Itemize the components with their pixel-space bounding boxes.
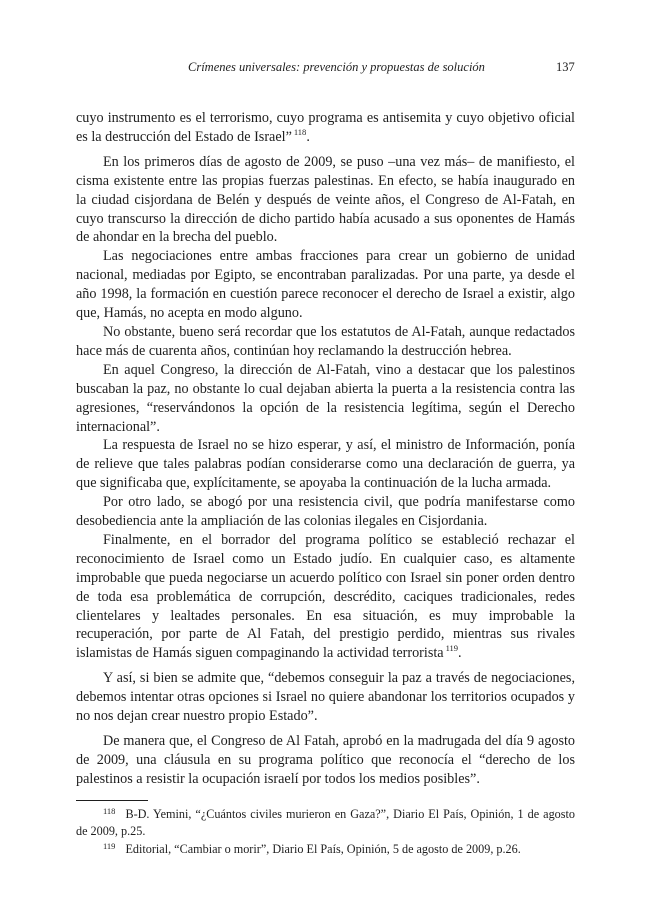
footnotes <box>76 806 575 860</box>
running-header <box>0 60 650 80</box>
paragraph: En los primeros días de agosto de 2009, se puso –una vez más– de manifiesto, el cisma existente entre las propias fuerzas palestinas. En efecto, se había inaugurado en la ciudad cisjordana de Belén y después de veinte años, el Congreso de Al-Fatah, en cuyo transcurso la dirección de dicho partido había acusado a sus oponentes de Hamás de ahondar en la brecha del pueblo. <box>76 153 575 246</box>
footnote-number: 118 <box>103 806 116 816</box>
body-text <box>76 109 575 795</box>
paragraph: De manera que, el Congreso de Al Fatah, aprobó en la madrugada del día 9 agosto de 2009, una cláusula en su programa político que reconocía el “derecho de los palestinos a resistir la ocupación israelí por todos los medios posibles”. <box>76 733 575 787</box>
paragraph: Las negociaciones entre ambas fracciones para crear un gobierno de unidad nacional, mediadas por Egipto, se encontraban paralizadas. Por una parte, ya desde el año 1998, la formación en cuestión parece reconocer el derecho de Israel a existir, algo que, Hamás, no acepta en modo alguno. <box>76 248 575 322</box>
paragraph: La respuesta de Israel no se hizo esperar, y así, el ministro de Información, ponía de relieve que tales palabras podían considerarse como una declaración de guerra, ya que significaba que, explícitamente, se apoyaba la continuación de la lucha armada. <box>76 437 575 492</box>
page-number: 137 <box>556 60 575 74</box>
paragraph: En aquel Congreso, la dirección de Al-Fatah, vino a destacar que los palestinos buscaban la paz, no obstante lo cual dejaban abierta la puerta a la resistencia contra las agresiones, “reservándonos la opción de la resistencia legítima, según el Derecho internacional”. <box>76 361 575 435</box>
paragraph: Finalmente, en el borrador del programa político se estableció rechazar el reconocimiento de Israel como un Estado judío. En cualquier caso, es altamente improbable que pueda negociarse un acuerdo político con Israel sin poner orden dentro de toda esa problemática de corrupción, descrédito, caciques tradicionales, redes clientelares y lealtades personales. En esa situación, es muy improbable la recuperación, por parte de Al Fatah, del prestigio perdido, mientras sus rivales islamistas de Hamás siguen compaginando la actividad terrorista $^{119}$. <box>76 531 575 662</box>
paragraph: Y así, si bien se admite que, “debemos conseguir la paz a través de negociaciones, debemos intentar otras opciones si Israel no quiere abandonar los territorios ocupados y no nos dejan crear nuestro propio Estado”. <box>76 670 575 725</box>
paragraph: Por otro lado, se abogó por una resistencia civil, que podría manifestarse como desobediencia ante la ampliación de las colonias ilegales en Cisjordania. <box>76 494 575 530</box>
footnote-ref-119[interactable]: 119 <box>445 643 459 654</box>
footnote-ref-118[interactable]: 118 <box>293 126 307 137</box>
footnote-number: 119 <box>103 841 116 851</box>
footnote-118: $^{118}$ B-D. Yemini, “¿Cuántos civiles murieron en Gaza?”, Diario El País, Opinión, 1 de agosto de 2009, p.25. <box>76 806 575 838</box>
footnote-119: $^{119}$ Editorial, “Cambiar o morir”, Diario El País, Opinión, 5 de agosto de 2009, p.26. <box>103 841 521 856</box>
paragraph: cuyo instrumento es el terrorismo, cuyo programa es antisemita y cuyo objetivo oficial es la destrucción del Estado de Israel” $^{118}$. <box>76 110 575 145</box>
running-title: Crímenes universales: prevención y propuestas de solución <box>188 60 485 74</box>
footnote-divider <box>76 800 148 801</box>
paragraph: No obstante, bueno será recordar que los estatutos de Al-Fatah, aunque redactados hace más de cuarenta años, continúan hoy reclamando la destrucción hebrea. <box>76 323 575 359</box>
